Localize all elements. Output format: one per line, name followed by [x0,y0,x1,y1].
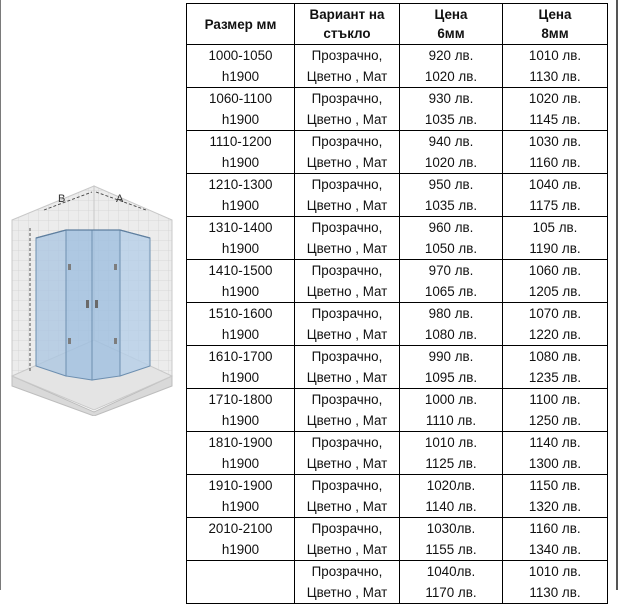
cell-text-p8a: 1160 лв. [529,521,581,536]
cell-text-p6a: 970 лв. [428,263,474,278]
cell-text-p8b: 1130 лв. [529,585,581,600]
frame-left-line [0,0,1,590]
cell-text-p6b: 1080 лв. [424,327,478,342]
header-price-6mm: Цена 6мм [400,4,503,45]
cell-price-6mm [400,88,503,131]
table-row [187,260,608,303]
cell-text-glass2: Цветно , Мат [306,155,388,170]
cell-text-height: h1900 [221,499,260,514]
cell-text-p6b: 1125 лв. [425,456,477,471]
cell-text-size [187,561,294,582]
header-size: Размер мм [187,4,295,45]
cell-text-size: 1910-1900 [208,478,273,493]
table-row [187,561,608,604]
cell-text-size: 1060-1100 [208,91,273,106]
cell-price-8mm [503,346,608,389]
cell-price-8mm [503,475,608,518]
glass-panel-right [120,230,150,376]
cell-text-p8a: 1010 лв. [528,48,582,63]
table-row [187,346,608,389]
cell-text-glass1: Прозрачно, [311,306,383,321]
cell-text-glass1: Прозрачно, [311,521,383,536]
cell-text-p8b: 1160 лв. [529,155,581,170]
table-row [187,518,608,561]
cell-text-height: h1900 [221,112,260,127]
cell-text-p6a: 920 лв. [428,48,474,63]
cell-text-height: h1900 [221,370,260,385]
cell-glass [295,303,400,346]
cell-text-size: 1410-1500 [208,263,273,278]
cell-price-8mm [503,518,608,561]
cell-text-size: 1310-1400 [208,220,273,235]
cell-text-height [187,582,294,603]
cell-text-p6b: 1035 лв. [424,198,478,213]
table-row [187,131,608,174]
table-row [187,217,608,260]
cell-text-height: h1900 [221,413,260,428]
cell-text-p8b: 1220 лв. [528,327,582,342]
cell-text-glass2: Цветно , Мат [306,542,388,557]
cell-price-8mm [503,217,608,260]
cell-glass [295,174,400,217]
table-header-row [187,4,608,45]
cell-text-size: 1110-1200 [209,134,272,149]
cell-text-glass2: Цветно , Мат [306,198,388,213]
cell-text-height: h1900 [221,198,260,213]
cell-price-8mm [503,88,608,131]
cell-text-p8a: 1020 лв. [528,91,582,106]
header-glass: Вариант на стъкло [295,4,400,45]
cell-text-p8b: 1145 лв. [529,112,581,127]
cell-size [187,561,295,604]
cell-size [187,432,295,475]
cell-price-8mm [503,131,608,174]
cell-text-glass1: Прозрачно, [311,478,383,493]
cell-text-p8b: 1320 лв. [528,499,582,514]
table-row [187,45,608,88]
cell-size [187,88,295,131]
dimension-label-a: A [116,193,124,205]
cell-text-p6a: 930 лв. [428,91,474,106]
cell-text-glass1: Прозрачно, [311,134,383,149]
cell-text-p6b: 1065 лв. [424,284,478,299]
cell-price-6mm [400,475,503,518]
cell-text-p8a: 1030 лв. [528,134,582,149]
cell-price-8mm [503,432,608,475]
cell-glass [295,432,400,475]
table-row [187,475,608,518]
cell-size [187,174,295,217]
cell-text-height: h1900 [221,155,260,170]
cell-text-p8b: 1205 лв. [528,284,582,299]
cell-text-glass2: Цветно , Мат [306,69,388,84]
cell-glass [295,217,400,260]
cell-text-glass1: Прозрачно, [311,220,383,235]
table-row [187,88,608,131]
cell-size [187,389,295,432]
cell-price-6mm [400,432,503,475]
cell-text-size: 1710-1800 [208,392,273,407]
cell-glass [295,131,400,174]
cell-text-height: h1900 [221,69,260,84]
cell-text-size: 1210-1300 [208,177,273,192]
cell-text-p6a: 1020лв. [426,478,476,493]
cell-text-p8a: 1040 лв. [528,177,582,192]
dimension-label-b: B [58,193,66,205]
cell-text-p6a: 1000 лв. [424,392,478,407]
cell-text-p8a: 1070 лв. [528,306,582,321]
cell-text-glass2: Цветно , Мат [306,413,388,428]
cell-price-8mm [503,561,608,604]
cell-text-height: h1900 [221,284,260,299]
cell-price-6mm [400,217,503,260]
cell-text-glass1: Прозрачно, [311,91,383,106]
cell-text-p6b: 1170 лв. [425,585,477,600]
cell-text-p8a: 1150 лв. [529,478,581,493]
cell-text-glass2: Цветно , Мат [306,112,388,127]
cell-text-glass2: Цветно , Мат [306,585,388,600]
cell-price-6mm [400,131,503,174]
cell-price-6mm [400,303,503,346]
cell-price-8mm [503,174,608,217]
cell-text-glass1: Прозрачно, [311,263,383,278]
cell-text-size: 1510-1600 [208,306,273,321]
cell-size [187,217,295,260]
cell-text-glass2: Цветно , Мат [306,327,388,342]
cell-text-p8b: 1235 лв. [528,370,582,385]
table-row [187,303,608,346]
cell-text-p6a: 1040лв. [426,564,476,579]
cell-price-6mm [400,260,503,303]
cell-text-glass1: Прозрачно, [311,435,383,450]
cell-price-6mm [400,174,503,217]
cell-text-p6a: 1030лв. [426,521,476,536]
cell-size [187,260,295,303]
cell-text-p8b: 1175 лв. [529,198,581,213]
cell-text-glass1: Прозрачно, [311,48,383,63]
cell-price-6mm [400,346,503,389]
cell-text-glass2: Цветно , Мат [306,499,388,514]
cell-text-p6a: 980 лв. [428,306,474,321]
cell-glass [295,260,400,303]
header-price-8mm: Цена 8мм [503,4,608,45]
cell-size [187,45,295,88]
cell-price-8mm [503,389,608,432]
cell-text-p8a: 1080 лв. [528,349,582,364]
table-row [187,174,608,217]
table-row [187,389,608,432]
cell-price-6mm [400,45,503,88]
cell-price-8mm [503,45,608,88]
cell-text-p6a: 940 лв. [428,134,474,149]
cell-text-p8a: 105 лв. [532,220,578,235]
cell-text-glass1: Прозрачно, [311,177,383,192]
cell-text-p8b: 1190 лв. [529,241,581,256]
cell-text-height: h1900 [221,456,260,471]
cell-text-p6a: 1010 лв. [424,435,478,450]
cell-text-glass2: Цветно , Мат [306,284,388,299]
cell-price-8mm [503,260,608,303]
cell-price-6mm [400,561,503,604]
cell-glass [295,561,400,604]
cell-text-size: 1000-1050 [208,48,273,63]
cell-text-p8b: 1340 лв. [528,542,582,557]
cell-text-glass1: Прозрачно, [311,349,383,364]
cell-text-size: 1810-1900 [208,435,273,450]
cell-text-p6a: 950 лв. [428,177,474,192]
cell-text-glass1: Прозрачно, [311,392,383,407]
shower-enclosure-illustration [8,180,176,416]
cell-text-p8a: 1060 лв. [528,263,582,278]
cell-glass [295,346,400,389]
cell-text-p6b: 1155 лв. [425,542,477,557]
cell-text-p6b: 1020 лв. [424,69,478,84]
cell-price-6mm [400,518,503,561]
cell-text-p6a: 960 лв. [428,220,474,235]
glass-panel-left [36,230,66,376]
cell-text-height: h1900 [221,327,260,342]
cell-text-p8b: 1250 лв. [528,413,582,428]
price-table [186,3,608,604]
cell-text-p6b: 1110 лв. [425,413,477,428]
cell-text-size: 1610-1700 [208,349,273,364]
cell-glass [295,518,400,561]
cell-text-p6a: 990 лв. [428,349,474,364]
cell-text-p6b: 1035 лв. [424,112,478,127]
cell-glass [295,389,400,432]
cell-text-p6b: 1020 лв. [424,155,478,170]
cell-glass [295,45,400,88]
cell-size [187,475,295,518]
cell-price-6mm [400,389,503,432]
cell-text-p8a: 1010 лв. [528,564,582,579]
cell-text-height: h1900 [221,241,260,256]
cell-text-glass2: Цветно , Мат [306,370,388,385]
cell-size [187,518,295,561]
cell-text-glass1: Прозрачно, [311,564,383,579]
cell-size [187,346,295,389]
cell-text-p8a: 1140 лв. [529,435,581,450]
cell-size [187,303,295,346]
cell-price-8mm [503,303,608,346]
cell-text-p8b: 1130 лв. [529,69,581,84]
cell-text-glass2: Цветно , Мат [306,456,388,471]
cell-glass [295,88,400,131]
cell-glass [295,475,400,518]
cell-text-p8a: 1100 лв. [529,392,581,407]
cell-size [187,131,295,174]
cell-text-p6b: 1140 лв. [425,499,477,514]
cell-text-p8b: 1300 лв. [528,456,582,471]
cell-text-height: h1900 [221,542,260,557]
cell-text-p6b: 1095 лв. [424,370,478,385]
table-row [187,432,608,475]
cell-text-p6b: 1050 лв. [424,241,478,256]
cell-text-glass2: Цветно , Мат [306,241,388,256]
cell-text-size: 2010-2100 [208,521,273,536]
